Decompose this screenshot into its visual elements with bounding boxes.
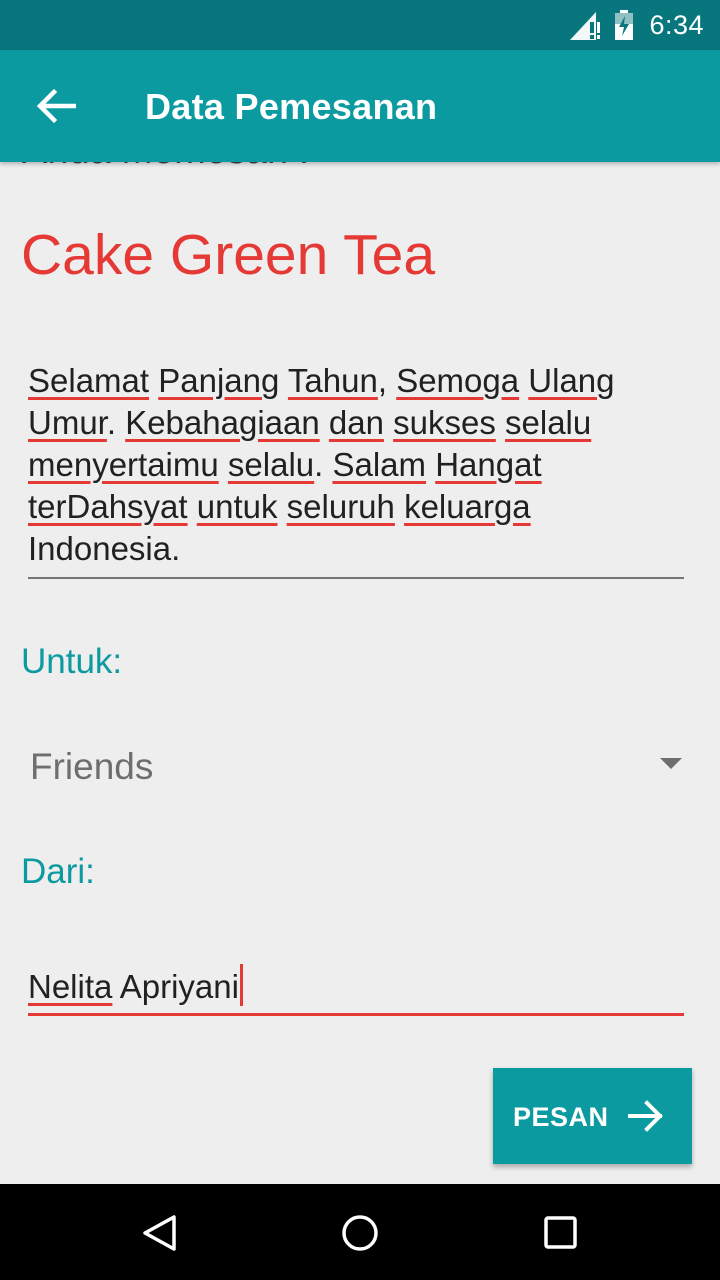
page-title: Data Pemesanan xyxy=(145,86,438,127)
dropdown-arrow-icon xyxy=(660,758,682,769)
arrow-forward-icon xyxy=(628,1099,664,1138)
order-form xyxy=(0,50,720,1184)
signal-icon xyxy=(570,12,600,45)
order-button[interactable] xyxy=(493,1068,692,1164)
product-name: Cake Green Tea xyxy=(21,223,436,287)
app-bar xyxy=(0,50,720,162)
sender-name-field[interactable] xyxy=(28,950,684,1016)
arrow-back-icon[interactable] xyxy=(36,88,76,124)
status-time: 6:34 xyxy=(649,10,704,40)
navigation-bar xyxy=(0,1184,720,1280)
battery-charging-icon xyxy=(614,10,634,45)
to-label: Untuk: xyxy=(21,642,123,681)
recipient-spinner[interactable] xyxy=(20,730,696,810)
sender-name-value: Nelita Apriyani xyxy=(28,964,243,1006)
nav-back-icon[interactable] xyxy=(140,1214,180,1257)
status-bar xyxy=(0,0,720,50)
sender-name-underline xyxy=(28,1013,684,1016)
nav-home-icon[interactable] xyxy=(340,1214,380,1257)
nav-recents-icon[interactable] xyxy=(540,1214,580,1257)
text-cursor xyxy=(240,964,243,1006)
message-field[interactable]: Selamat Panjang Tahun, Semoga Ulang Umur. Kebahagiaan dan sukses selalu menyertaimu selalu. Salam Hangat terDahsyat untuk seluruh keluarga Indonesia. xyxy=(28,362,615,567)
from-label: Dari: xyxy=(21,852,95,891)
message-underline xyxy=(28,577,684,579)
recipient-value: Friends xyxy=(30,746,154,787)
order-button-label: PESAN xyxy=(513,1102,609,1132)
